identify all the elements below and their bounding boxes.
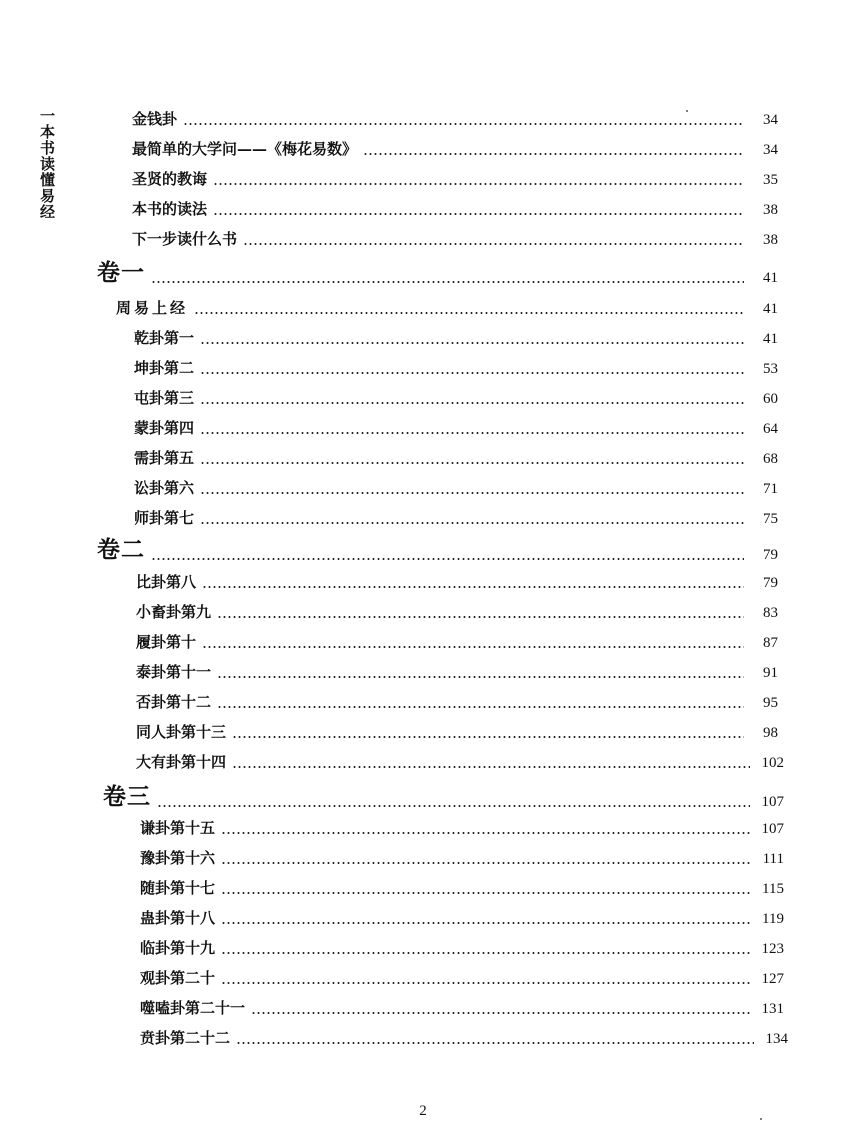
- toc-entry-gua-20[interactable]: [140, 966, 784, 988]
- toc-entry-gua-14[interactable]: [136, 750, 784, 772]
- toc-entry-xiayibu[interactable]: [132, 227, 778, 249]
- toc-entry-meihua-yishu[interactable]: [132, 137, 778, 159]
- dot-leader: [232, 728, 744, 738]
- toc-entry-page: 79: [763, 575, 778, 591]
- toc-entry-page: 41: [763, 331, 778, 347]
- dot-leader: [183, 115, 744, 125]
- book-title-vertical: 一本书读懂易经: [38, 108, 56, 220]
- scan-speck: [686, 110, 688, 112]
- toc-entry-title: 讼卦第六: [134, 479, 195, 497]
- dot-leader: [200, 484, 744, 494]
- toc-entry-page: 64: [763, 421, 778, 437]
- dot-leader: [157, 797, 750, 807]
- toc-entry-shengxian-jiaohui[interactable]: [132, 167, 778, 189]
- toc-entry-page: 71: [763, 481, 778, 497]
- toc-entry-title: 否卦第十二: [136, 693, 212, 711]
- toc-entry-title: 圣贤的教诲: [132, 170, 208, 188]
- toc-entry-gua-7[interactable]: [134, 506, 778, 528]
- toc-volume-title: 卷三: [103, 783, 151, 810]
- toc-entry-page: 98: [763, 725, 778, 741]
- toc-entry-gua-5[interactable]: [134, 446, 778, 468]
- toc-entry-gua-22[interactable]: [140, 1026, 788, 1048]
- toc-entry-page: 75: [763, 511, 778, 527]
- toc-entry-title: 比卦第八: [136, 573, 197, 591]
- dot-leader: [217, 668, 744, 678]
- toc-entry-gua-4[interactable]: [134, 416, 778, 438]
- toc-volume-2[interactable]: [97, 536, 778, 564]
- toc-entry-title: 需卦第五: [134, 449, 195, 467]
- toc-entry-page: 41: [763, 301, 778, 317]
- toc-entry-dufa[interactable]: [132, 197, 778, 219]
- toc-entry-title: 临卦第十九: [140, 939, 216, 957]
- toc-entry-page: 79: [763, 547, 778, 563]
- toc-entry-page: 91: [763, 665, 778, 681]
- toc-entry-page: 134: [765, 1031, 788, 1047]
- toc-part-title: 周易上经: [116, 299, 189, 317]
- toc-entry-page: 115: [762, 881, 784, 897]
- toc-entry-page: 87: [763, 635, 778, 651]
- page-number: 2: [419, 1103, 427, 1119]
- toc-entry-page: 111: [762, 851, 784, 867]
- toc-entry-gua-17[interactable]: [140, 876, 784, 898]
- dot-leader: [217, 698, 744, 708]
- toc-entry-gua-12[interactable]: [136, 690, 778, 712]
- toc-entry-page: 60: [763, 391, 778, 407]
- dot-leader: [221, 884, 750, 894]
- toc-entry-title: 蒙卦第四: [134, 419, 195, 437]
- toc-entry-title: 师卦第七: [134, 509, 195, 527]
- toc-entry-page: 123: [761, 941, 784, 957]
- dot-leader: [221, 824, 750, 834]
- toc-entry-page: 34: [763, 142, 778, 158]
- toc-entry-page: 83: [763, 605, 778, 621]
- toc-entry-title: 泰卦第十一: [136, 663, 212, 681]
- dot-leader: [200, 394, 744, 404]
- toc-entry-page: 107: [761, 821, 784, 837]
- toc-entry-title: 坤卦第二: [134, 359, 195, 377]
- dot-leader: [221, 974, 750, 984]
- dot-leader: [213, 205, 744, 215]
- dot-leader: [200, 514, 744, 524]
- toc-volume-title: 卷一: [97, 259, 145, 286]
- dot-leader: [151, 550, 744, 560]
- dot-leader: [221, 944, 750, 954]
- toc-entry-gua-2[interactable]: [134, 356, 778, 378]
- toc-entry-title: 豫卦第十六: [140, 849, 216, 867]
- toc-entry-page: 34: [763, 112, 778, 128]
- dot-leader: [221, 914, 750, 924]
- dot-leader: [232, 758, 750, 768]
- toc-entry-title: 同人卦第十三: [136, 723, 227, 741]
- toc-entry-page: 38: [763, 202, 778, 218]
- toc-entry-page: 53: [763, 361, 778, 377]
- toc-entry-page: 119: [762, 911, 784, 927]
- dot-leader: [221, 854, 750, 864]
- toc-entry-title: 乾卦第一: [134, 329, 195, 347]
- toc-entry-gua-13[interactable]: [136, 720, 778, 742]
- toc-entry-gua-15[interactable]: [140, 816, 784, 838]
- toc-entry-gua-10[interactable]: [136, 630, 778, 652]
- toc-entry-gua-3[interactable]: [134, 386, 778, 408]
- toc-entry-title: 屯卦第三: [134, 389, 195, 407]
- toc-entry-gua-11[interactable]: [136, 660, 778, 682]
- dot-leader: [213, 175, 744, 185]
- toc-entry-title: 随卦第十七: [140, 879, 216, 897]
- dot-leader: [200, 424, 744, 434]
- dot-leader: [202, 638, 744, 648]
- toc-volume-3[interactable]: [103, 783, 784, 811]
- dot-leader: [236, 1034, 754, 1044]
- toc-entry-gua-9[interactable]: [136, 600, 778, 622]
- toc-entry-gua-19[interactable]: [140, 936, 784, 958]
- toc-entry-jinqian-gua[interactable]: [132, 107, 778, 129]
- toc-entry-page: 95: [763, 695, 778, 711]
- toc-entry-gua-1[interactable]: [134, 326, 778, 348]
- toc-entry-title: 下一步读什么书: [132, 230, 238, 248]
- toc-entry-gua-6[interactable]: [134, 476, 778, 498]
- toc-entry-title: 贲卦第二十二: [140, 1029, 231, 1047]
- toc-entry-title: 蛊卦第十八: [140, 909, 216, 927]
- toc-entry-gua-8[interactable]: [136, 570, 778, 592]
- toc-entry-title: 最简单的大学问——《梅花易数》: [132, 140, 358, 158]
- toc-entry-page: 107: [761, 794, 784, 810]
- toc-entry-page: 38: [763, 232, 778, 248]
- dot-leader: [200, 454, 744, 464]
- toc-entry-gua-21[interactable]: [140, 996, 784, 1018]
- toc-entry-title: 噬嗑卦第二十一: [140, 999, 246, 1017]
- toc-entry-title: 谦卦第十五: [140, 819, 216, 837]
- dot-leader: [202, 578, 744, 588]
- toc-entry-page: 131: [761, 1001, 784, 1017]
- dot-leader: [217, 608, 744, 618]
- toc-entry-page: 68: [763, 451, 778, 467]
- toc-entry-page: 35: [763, 172, 778, 188]
- toc-entry-title: 小畜卦第九: [136, 603, 212, 621]
- toc-entry-gua-16[interactable]: [140, 846, 784, 868]
- toc-volume-title: 卷二: [97, 536, 145, 563]
- dot-leader: [363, 145, 744, 155]
- toc-entry-title: 履卦第十: [136, 633, 197, 651]
- toc-entry-page: 41: [763, 270, 778, 286]
- toc-entry-title: 大有卦第十四: [136, 753, 227, 771]
- toc-entry-title: 观卦第二十: [140, 969, 216, 987]
- dot-leader: [151, 273, 744, 283]
- toc-entry-page: 127: [761, 971, 784, 987]
- toc-volume-1[interactable]: [97, 259, 778, 287]
- dot-leader: [194, 304, 744, 314]
- dot-leader: [251, 1004, 750, 1014]
- dot-leader: [200, 364, 744, 374]
- toc-part-zhouyi-shangjing[interactable]: [116, 296, 778, 318]
- dot-leader: [243, 235, 744, 245]
- toc-entry-gua-18[interactable]: [140, 906, 784, 928]
- toc-entry-title: 本书的读法: [132, 200, 208, 218]
- toc-entry-page: 102: [761, 755, 784, 771]
- dot-leader: [200, 334, 744, 344]
- toc-entry-title: 金钱卦: [132, 110, 178, 128]
